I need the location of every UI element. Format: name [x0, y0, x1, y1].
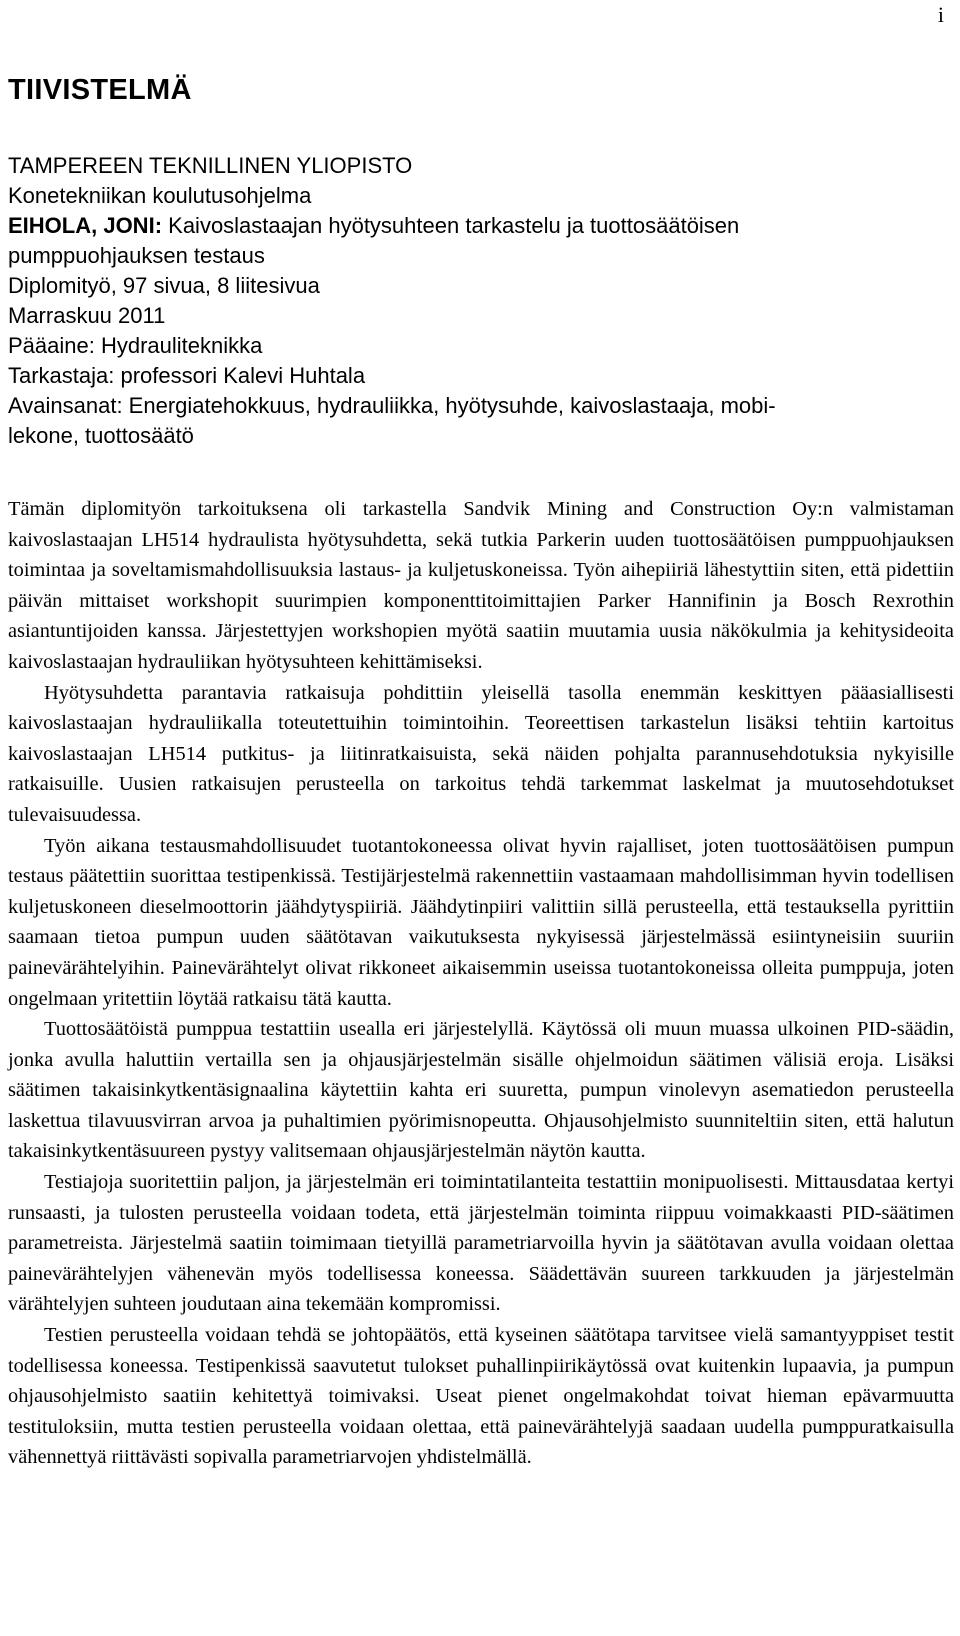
major-subject: Pääaine: Hydrauliteknikka — [8, 333, 263, 358]
page-count: Diplomityö, 97 sivua, 8 liitesivua — [8, 273, 320, 298]
author-name: EIHOLA, JONI — [8, 213, 155, 238]
degree-programme: Konetekniikan koulutusohjelma — [8, 183, 312, 208]
thesis-title-part-2: pumppuohjauksen testaus — [8, 243, 265, 268]
abstract-paragraph: Testien perusteella voidaan tehdä se johtopäätös, että kyseinen säätötapa tarvitsee vielä samantyyppiset testit todellisessa koneessa. Testipenkissä saavutetut tulokset puhallinpiirikäytössä ovat kuitenkin lupaavia, ja pumpun ohjausohjelmisto saatiin kehitettyä toimivaksi. Useat pienet ongelmakohdat toivat hieman epävarmuutta testituloksiin, mutta testien perusteella voidaan olettaa, että painevärähtelyjä saadaan uudella pumppuratkaisulla vähennettyä riittävästi sopivalla parametriarvojen yhdistelmällä. — [8, 1324, 954, 1469]
thesis-metadata — [8, 151, 954, 451]
abstract-paragraph: Tuottosäätöistä pumppua testattiin usealla eri järjestelyllä. Käytössä oli muun muassa ulkoinen PID-säädin, jonka avulla haluttiin vertailla sen ja ohjausjärjestelmän sisälle ohjelmoidun säätimen välisiä eroja. Lisäksi säätimen takaisinkytkentäsignaalina käytettiin kahta eri suuretta, pumpun vinolevyn asematiedon perusteella laskettua tilavuusvirran arvoa ja puhaltimien pyörimisnopeutta. Ohjausohjelmisto suunniteltiin siten, että halutun takaisinkytkentäsuureen pystyy valitsemaan ohjausjärjestelmän näytön kautta. — [8, 1018, 954, 1163]
abstract-paragraph: Tämän diplomityön tarkoituksena oli tarkastella Sandvik Mining and Construction Oy:n valmistaman kaivoslastaajan LH514 hydraulista hyötysuhdetta, sekä tutkia Parkerin uuden tuottosäätöisen pumppuohjauksen toimintaa ja soveltamismahdollisuuksia lastaus- ja kuljetuskoneissa. Työn aihepiiriä lähestyttiin siten, että pidettiin päivän mittaiset workshopit suurimpien komponenttitoimittajien Parker Hannifinin ja Bosch Rexrothin asiantuntijoiden kanssa. Järjestettyjen workshopien myötä saatiin muutamia uusia näkökulmia ja kehitysideoita kaivoslastaajan hydrauliikan hyötysuhteen kehittämiseksi. — [8, 498, 954, 673]
keywords-line-2: lekone, tuottosäätö — [8, 423, 194, 448]
examiner: Tarkastaja: professori Kalevi Huhtala — [8, 363, 366, 388]
abstract-paragraph: Työn aikana testausmahdollisuudet tuotantokoneessa olivat hyvin rajalliset, joten tuottosäätöisen pumpun testaus päätettiin suorittaa testipenkissä. Testijärjestelmä rakennettiin vastaamaan mahdollisimman hyvin todellisen kuljetuskoneen dieselmoottorin jäähdytyspiiriä. Jäähdytinpiiri valittiin sillä perusteella, että testauksella pyrittiin saamaan tietoa pumpun uuden säätötavan vaikutuksesta nykyisessä järjestelmässä esiintyneisiin suuriin painevärähtelyihin. Painevärähtelyt olivat rikkoneet aikaisemmin useissa tuotantokoneissa olleita pumppuja, joten ongelmaan yritettiin löytää ratkaisu tätä kautta. — [8, 834, 954, 1010]
keywords-line-1: Avainsanat: Energiatehokkuus, hydrauliikka, hyötysuhde, kaivoslastaaja, mobi- — [8, 393, 776, 418]
university-name: TAMPEREEN TEKNILLINEN YLIOPISTO — [8, 153, 413, 178]
thesis-title-part-1: Kaivoslastaajan hyötysuhteen tarkastelu ja tuottosäätöisen — [168, 213, 740, 238]
page-number: i — [937, 2, 944, 27]
publication-date: Marraskuu 2011 — [8, 303, 166, 328]
abstract-paragraph: Hyötysuhdetta parantavia ratkaisuja pohdittiin yleisellä tasolla enemmän keskittyen pääasiallisesti kaivoslastaajan hydrauliikalla toteutettuihin toimintoihin. Teoreettisen tarkastelun lisäksi tehtiin kartoitus kaivoslastaajan LH514 putkitus- ja liitinratkaisuista, sekä näiden pohjalta parannusehdotuksia nykyisille ratkaisuille. Uusien ratkaisujen perusteella on tarkoitus tehdä tarkemmat laskelmat ja muutosehdotukset tulevaisuudessa. — [8, 681, 954, 826]
abstract-body — [8, 494, 954, 1473]
author-and-title-line: EIHOLA, JONI: Kaivoslastaajan hyötysuhteen tarkastelu ja tuottosäätöisen — [8, 213, 740, 238]
page-title: TIIVISTELMÄ — [8, 74, 192, 106]
abstract-paragraph: Testiajoja suoritettiin paljon, ja järjestelmän eri toimintatilanteita testattiin monipuolisesti. Mittausdataa kertyi runsaasti, ja tulosten perusteella voidaan todeta, että järjestelmän toiminta riippuu voimakkaasti PID-säätimen parametreista. Järjestelmä saatiin toimimaan tietyillä parametriarvoilla hyvin ja säätötavan avulla voidaan olettaa painevärähtelyjen vähenevän myös todellisessa koneessa. Säädettävän suureen tarkkuuden ja järjestelmän värähtelyjen suhteen joudutaan aina tekemään kompromissi. — [8, 1171, 954, 1316]
